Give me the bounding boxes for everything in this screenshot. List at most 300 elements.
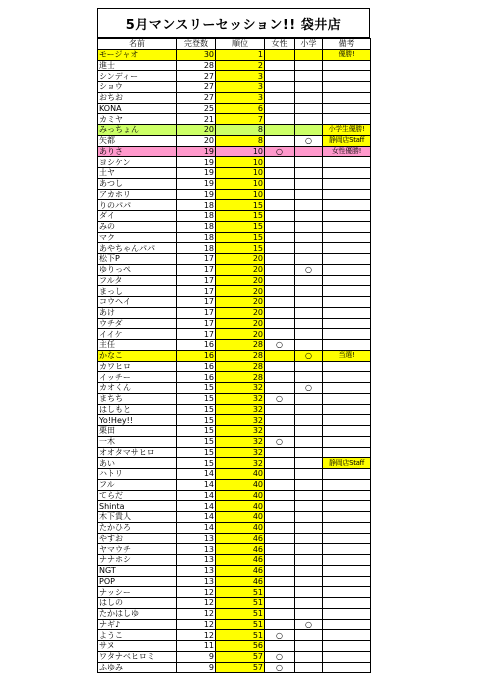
female-cell — [265, 71, 295, 82]
school-cell — [295, 565, 323, 576]
school-cell — [295, 189, 323, 200]
school-cell — [295, 522, 323, 533]
count-cell: 9 — [177, 651, 216, 662]
female-cell — [265, 350, 295, 361]
table-row — [98, 458, 371, 469]
header-rank: 順位 — [216, 39, 265, 50]
note-cell — [323, 576, 371, 587]
school-cell: ○ — [295, 350, 323, 361]
table-row — [98, 469, 371, 480]
note-cell — [323, 178, 371, 189]
name-cell: 主任 — [98, 340, 177, 351]
rank-cell: 6 — [216, 103, 265, 114]
name-cell: コウヘイ — [98, 297, 177, 308]
table-row — [98, 178, 371, 189]
name-cell: あい — [98, 458, 177, 469]
table-row — [98, 565, 371, 576]
rank-cell: 32 — [216, 393, 265, 404]
rank-cell: 15 — [216, 221, 265, 232]
table-row — [98, 264, 371, 275]
count-cell: 17 — [177, 286, 216, 297]
female-cell — [265, 598, 295, 609]
table-row — [98, 82, 371, 93]
table-row — [98, 651, 371, 662]
header-row — [98, 39, 371, 50]
ranking-table — [97, 38, 371, 673]
count-cell: 17 — [177, 297, 216, 308]
table-row — [98, 168, 371, 179]
table-row — [98, 393, 371, 404]
count-cell: 14 — [177, 501, 216, 512]
count-cell: 20 — [177, 135, 216, 146]
name-cell: イイケ — [98, 329, 177, 340]
name-cell: ヨシケン — [98, 157, 177, 168]
female-cell — [265, 232, 295, 243]
note-cell — [323, 426, 371, 437]
school-cell — [295, 501, 323, 512]
count-cell: 19 — [177, 168, 216, 179]
count-cell: 15 — [177, 393, 216, 404]
count-cell: 18 — [177, 211, 216, 222]
name-cell: まちち — [98, 393, 177, 404]
female-cell: ○ — [265, 651, 295, 662]
table-row — [98, 135, 371, 146]
female-cell — [265, 555, 295, 566]
female-cell — [265, 264, 295, 275]
name-cell: 進士 — [98, 60, 177, 71]
name-cell: ありさ — [98, 146, 177, 157]
school-cell — [295, 587, 323, 598]
note-cell — [323, 329, 371, 340]
rank-cell: 40 — [216, 479, 265, 490]
school-cell: ○ — [295, 383, 323, 394]
table-row — [98, 114, 371, 125]
school-cell — [295, 318, 323, 329]
note-cell — [323, 522, 371, 533]
header-school: 小学 — [295, 39, 323, 50]
female-cell — [265, 329, 295, 340]
name-cell: カワヒロ — [98, 361, 177, 372]
name-cell: ヤマウチ — [98, 544, 177, 555]
name-cell: イッチー — [98, 372, 177, 383]
female-cell — [265, 361, 295, 372]
rank-cell: 8 — [216, 135, 265, 146]
count-cell: 19 — [177, 178, 216, 189]
note-cell — [323, 608, 371, 619]
table-row — [98, 383, 371, 394]
table-row — [98, 340, 371, 351]
school-cell — [295, 82, 323, 93]
count-cell: 12 — [177, 598, 216, 609]
note-cell — [323, 114, 371, 125]
rank-cell: 15 — [216, 200, 265, 211]
note-cell — [323, 103, 371, 114]
table-row — [98, 447, 371, 458]
table-row — [98, 555, 371, 566]
rank-cell: 20 — [216, 318, 265, 329]
school-cell — [295, 60, 323, 71]
note-cell — [323, 598, 371, 609]
table-row — [98, 522, 371, 533]
school-cell: ○ — [295, 135, 323, 146]
school-cell — [295, 662, 323, 673]
female-cell — [265, 82, 295, 93]
table-row — [98, 318, 371, 329]
school-cell — [295, 533, 323, 544]
name-cell: おちお — [98, 92, 177, 103]
name-cell: ハトリ — [98, 469, 177, 480]
table-row — [98, 60, 371, 71]
name-cell: オオタマサヒロ — [98, 447, 177, 458]
school-cell — [295, 436, 323, 447]
table-row — [98, 641, 371, 652]
table-row — [98, 157, 371, 168]
school-cell — [295, 178, 323, 189]
female-cell: ○ — [265, 393, 295, 404]
note-cell — [323, 469, 371, 480]
count-cell: 17 — [177, 254, 216, 265]
female-cell — [265, 447, 295, 458]
name-cell: まっし — [98, 286, 177, 297]
school-cell — [295, 275, 323, 286]
note-cell — [323, 383, 371, 394]
count-cell: 28 — [177, 60, 216, 71]
female-cell — [265, 286, 295, 297]
name-cell: あつし — [98, 178, 177, 189]
school-cell — [295, 458, 323, 469]
note-cell: 優勝! — [323, 49, 371, 60]
rank-cell: 28 — [216, 340, 265, 351]
name-cell: ゆりっぺ — [98, 264, 177, 275]
school-cell — [295, 576, 323, 587]
name-cell: みの — [98, 221, 177, 232]
name-cell: みっちょん — [98, 125, 177, 136]
table-row — [98, 200, 371, 211]
female-cell: ○ — [265, 146, 295, 157]
table-row — [98, 404, 371, 415]
note-cell — [323, 587, 371, 598]
female-cell — [265, 189, 295, 200]
female-cell: ○ — [265, 630, 295, 641]
rank-cell: 10 — [216, 157, 265, 168]
female-cell — [265, 243, 295, 254]
count-cell: 16 — [177, 350, 216, 361]
rank-cell: 32 — [216, 436, 265, 447]
female-cell — [265, 211, 295, 222]
name-cell: ウチダ — [98, 318, 177, 329]
table-row — [98, 544, 371, 555]
school-cell — [295, 286, 323, 297]
school-cell — [295, 608, 323, 619]
note-cell — [323, 479, 371, 490]
rank-cell: 20 — [216, 329, 265, 340]
female-cell — [265, 275, 295, 286]
count-cell: 19 — [177, 189, 216, 200]
rank-cell: 20 — [216, 307, 265, 318]
female-cell — [265, 60, 295, 71]
female-cell — [265, 490, 295, 501]
school-cell — [295, 469, 323, 480]
table-row — [98, 436, 371, 447]
rank-cell: 56 — [216, 641, 265, 652]
note-cell — [323, 232, 371, 243]
female-cell — [265, 114, 295, 125]
note-cell — [323, 307, 371, 318]
header-count: 完登数 — [177, 39, 216, 50]
name-cell: サヌ — [98, 641, 177, 652]
school-cell — [295, 157, 323, 168]
rank-cell: 40 — [216, 512, 265, 523]
table-row — [98, 254, 371, 265]
school-cell — [295, 92, 323, 103]
female-cell — [265, 608, 295, 619]
table-header — [98, 39, 371, 50]
note-cell — [323, 372, 371, 383]
table-row — [98, 426, 371, 437]
rank-cell: 51 — [216, 587, 265, 598]
note-cell — [323, 189, 371, 200]
count-cell: 17 — [177, 318, 216, 329]
count-cell: 14 — [177, 522, 216, 533]
note-cell: 静岡店Staff — [323, 135, 371, 146]
female-cell — [265, 221, 295, 232]
school-cell — [295, 243, 323, 254]
table-row — [98, 630, 371, 641]
female-cell — [265, 479, 295, 490]
school-cell — [295, 372, 323, 383]
name-cell: NGT — [98, 565, 177, 576]
name-cell: はしの — [98, 598, 177, 609]
count-cell: 15 — [177, 383, 216, 394]
note-cell — [323, 297, 371, 308]
table-row — [98, 576, 371, 587]
table-row — [98, 49, 371, 60]
count-cell: 17 — [177, 275, 216, 286]
table-row — [98, 608, 371, 619]
name-cell: たかはしゆ — [98, 608, 177, 619]
school-cell — [295, 329, 323, 340]
count-cell: 9 — [177, 662, 216, 673]
rank-cell: 46 — [216, 555, 265, 566]
count-cell: 14 — [177, 512, 216, 523]
table-row — [98, 125, 371, 136]
name-cell: フルタ — [98, 275, 177, 286]
name-cell: やすお — [98, 533, 177, 544]
table-row — [98, 350, 371, 361]
rank-cell: 51 — [216, 619, 265, 630]
rank-cell: 3 — [216, 82, 265, 93]
rank-cell: 10 — [216, 189, 265, 200]
school-cell — [295, 479, 323, 490]
female-cell — [265, 458, 295, 469]
count-cell: 18 — [177, 200, 216, 211]
female-cell: ○ — [265, 340, 295, 351]
name-cell: はしもと — [98, 404, 177, 415]
female-cell — [265, 522, 295, 533]
school-cell — [295, 307, 323, 318]
table-row — [98, 533, 371, 544]
school-cell — [295, 630, 323, 641]
school-cell — [295, 221, 323, 232]
rank-cell: 46 — [216, 533, 265, 544]
note-cell — [323, 490, 371, 501]
name-cell: たかひろ — [98, 522, 177, 533]
count-cell: 17 — [177, 264, 216, 275]
female-cell — [265, 92, 295, 103]
table-row — [98, 103, 371, 114]
count-cell: 15 — [177, 404, 216, 415]
rank-cell: 51 — [216, 608, 265, 619]
rank-cell: 57 — [216, 662, 265, 673]
name-cell: あやちゃんパパ — [98, 243, 177, 254]
note-cell — [323, 533, 371, 544]
female-cell: ○ — [265, 436, 295, 447]
table-row — [98, 92, 371, 103]
female-cell — [265, 200, 295, 211]
rank-cell: 40 — [216, 522, 265, 533]
female-cell — [265, 404, 295, 415]
school-cell — [295, 49, 323, 60]
female-cell — [265, 318, 295, 329]
female-cell — [265, 533, 295, 544]
count-cell: 19 — [177, 146, 216, 157]
female-cell — [265, 512, 295, 523]
count-cell: 12 — [177, 630, 216, 641]
count-cell: 16 — [177, 361, 216, 372]
table-row — [98, 619, 371, 630]
table-row — [98, 501, 371, 512]
name-cell: ワタナベヒロミ — [98, 651, 177, 662]
female-cell — [265, 103, 295, 114]
female-cell — [265, 501, 295, 512]
count-cell: 27 — [177, 82, 216, 93]
rank-cell: 20 — [216, 254, 265, 265]
school-cell — [295, 404, 323, 415]
note-cell — [323, 447, 371, 458]
name-cell: シンディー — [98, 71, 177, 82]
name-cell: ようこ — [98, 630, 177, 641]
rank-cell: 32 — [216, 447, 265, 458]
rank-cell: 20 — [216, 297, 265, 308]
note-cell — [323, 71, 371, 82]
table-row — [98, 211, 371, 222]
count-cell: 11 — [177, 641, 216, 652]
female-cell — [265, 49, 295, 60]
rank-cell: 15 — [216, 211, 265, 222]
rank-cell: 3 — [216, 71, 265, 82]
rank-cell: 7 — [216, 114, 265, 125]
rank-cell: 32 — [216, 415, 265, 426]
school-cell — [295, 200, 323, 211]
note-cell — [323, 630, 371, 641]
rank-cell: 20 — [216, 264, 265, 275]
female-cell — [265, 372, 295, 383]
count-cell: 15 — [177, 447, 216, 458]
count-cell: 18 — [177, 221, 216, 232]
name-cell: KONA — [98, 103, 177, 114]
name-cell: ショウ — [98, 82, 177, 93]
school-cell — [295, 146, 323, 157]
school-cell — [295, 103, 323, 114]
count-cell: 21 — [177, 114, 216, 125]
female-cell — [265, 544, 295, 555]
rank-cell: 32 — [216, 404, 265, 415]
note-cell — [323, 82, 371, 93]
rank-cell: 46 — [216, 576, 265, 587]
name-cell: 一木 — [98, 436, 177, 447]
table-row — [98, 361, 371, 372]
name-cell: アカホリ — [98, 189, 177, 200]
count-cell: 27 — [177, 71, 216, 82]
school-cell — [295, 426, 323, 437]
note-cell — [323, 555, 371, 566]
table-row — [98, 146, 371, 157]
name-cell: りのパパ — [98, 200, 177, 211]
note-cell — [323, 275, 371, 286]
note-cell: 女性優勝! — [323, 146, 371, 157]
female-cell — [265, 254, 295, 265]
count-cell: 19 — [177, 157, 216, 168]
count-cell: 17 — [177, 329, 216, 340]
note-cell: 当選! — [323, 350, 371, 361]
female-cell — [265, 469, 295, 480]
table-row — [98, 329, 371, 340]
note-cell — [323, 157, 371, 168]
note-cell — [323, 619, 371, 630]
female-cell — [265, 426, 295, 437]
name-cell: あけ — [98, 307, 177, 318]
school-cell — [295, 232, 323, 243]
rank-cell: 1 — [216, 49, 265, 60]
note-cell — [323, 211, 371, 222]
school-cell — [295, 544, 323, 555]
note-cell: 小学生優勝! — [323, 125, 371, 136]
note-cell — [323, 436, 371, 447]
count-cell: 14 — [177, 490, 216, 501]
note-cell — [323, 501, 371, 512]
note-cell — [323, 318, 371, 329]
count-cell: 25 — [177, 103, 216, 114]
note-cell — [323, 415, 371, 426]
rank-cell: 40 — [216, 469, 265, 480]
header-name: 名前 — [98, 39, 177, 50]
female-cell — [265, 576, 295, 587]
name-cell: ふゆみ — [98, 662, 177, 673]
count-cell: 13 — [177, 555, 216, 566]
school-cell: ○ — [295, 264, 323, 275]
school-cell — [295, 415, 323, 426]
rank-cell: 32 — [216, 383, 265, 394]
name-cell: ダイ — [98, 211, 177, 222]
name-cell: Yo!Hey!! — [98, 415, 177, 426]
name-cell: モージャオ — [98, 49, 177, 60]
count-cell: 14 — [177, 479, 216, 490]
note-cell: 静岡店Staff — [323, 458, 371, 469]
note-cell — [323, 393, 371, 404]
rank-cell: 15 — [216, 243, 265, 254]
rank-cell: 46 — [216, 565, 265, 576]
school-cell — [295, 393, 323, 404]
rank-cell: 32 — [216, 458, 265, 469]
name-cell: カミヤ — [98, 114, 177, 125]
rank-cell: 3 — [216, 92, 265, 103]
note-cell — [323, 662, 371, 673]
female-cell — [265, 619, 295, 630]
count-cell: 15 — [177, 458, 216, 469]
rank-cell: 8 — [216, 125, 265, 136]
header-female: 女性 — [265, 39, 295, 50]
name-cell: 木下貴人 — [98, 512, 177, 523]
